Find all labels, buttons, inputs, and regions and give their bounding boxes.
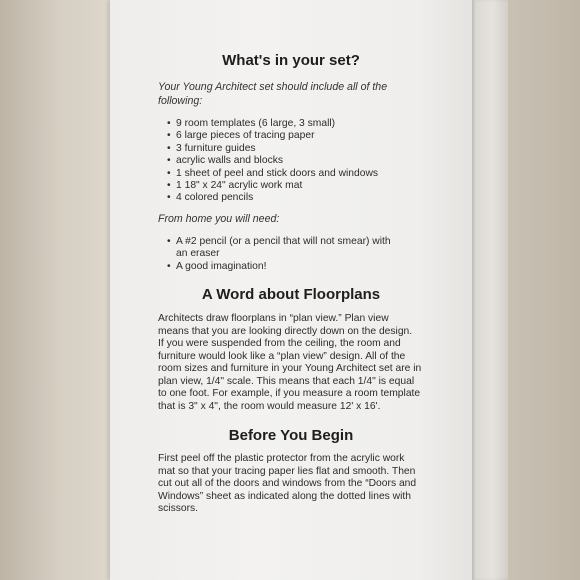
paragraph-line: to one foot. For example, if you measure a room template xyxy=(158,388,421,399)
floorplans-paragraph xyxy=(158,313,448,413)
paragraph-line: cut out all of the doors and windows from the “Doors and xyxy=(158,478,417,489)
set-intro xyxy=(158,80,458,108)
heading-before-you-begin: Before You Begin xyxy=(228,427,354,444)
list-item xyxy=(110,261,391,273)
list-item: • 9 room templates (6 large, 3 small) xyxy=(110,118,378,130)
list-item-line: an eraser xyxy=(176,248,220,260)
paragraph-line: means that you are looking directly down on the design. xyxy=(158,325,413,337)
set-intro-line: Your Young Architect set should include all of the xyxy=(158,81,388,93)
home-intro: From home you will need: xyxy=(158,213,280,225)
list-item: • 1 sheet of peel and stick doors and windows xyxy=(110,168,378,180)
heading-word-about-floorplans: A Word about Floorplans xyxy=(201,286,381,303)
list-item: • acrylic walls and blocks xyxy=(110,155,378,167)
booklet-page xyxy=(110,0,472,580)
paragraph-line: First peel off the plastic protector from the acrylic work xyxy=(158,453,405,464)
paragraph-line: furniture would look like a “plan view” design. All of the xyxy=(158,350,406,362)
before-you-begin-paragraph xyxy=(158,453,448,516)
set-contents-list xyxy=(110,118,378,205)
paragraph-line: that is 3" x 4", the room would measure 12' x 16'. xyxy=(158,400,381,412)
list-item: • 4 colored pencils xyxy=(110,192,378,204)
paragraph-line: Windows” sheet as indicated along the dotted lines with xyxy=(158,490,411,502)
heading-whats-in-your-set: What's in your set? xyxy=(222,52,360,69)
list-item-line: • A good imagination! xyxy=(176,260,267,272)
set-intro-line: following: xyxy=(158,95,203,107)
list-item xyxy=(110,236,391,261)
list-item: • 1 18" x 24" acrylic work mat xyxy=(110,180,378,192)
paragraph-line: plan view, 1/4" scale. This means that each 1/4" is equal xyxy=(158,375,415,387)
list-item: • 3 furniture guides xyxy=(110,143,378,155)
paragraph-line: mat so that your tracing paper lies flat and smooth. Then xyxy=(158,465,416,477)
paragraph-line: room sizes and furniture in your Young Architect set are in xyxy=(158,363,422,374)
paragraph-line: If you were suspended from the ceiling, the room and xyxy=(158,338,401,349)
back-page-edge xyxy=(470,0,508,580)
paragraph-line: scissors. xyxy=(158,503,199,514)
paragraph-line: Architects draw floorplans in “plan view.” Plan view xyxy=(158,313,389,324)
list-item: • 6 large pieces of tracing paper xyxy=(110,130,378,142)
list-item-line: • A #2 pencil (or a pencil that will not smear) with xyxy=(176,236,391,247)
home-items-list xyxy=(110,236,391,273)
